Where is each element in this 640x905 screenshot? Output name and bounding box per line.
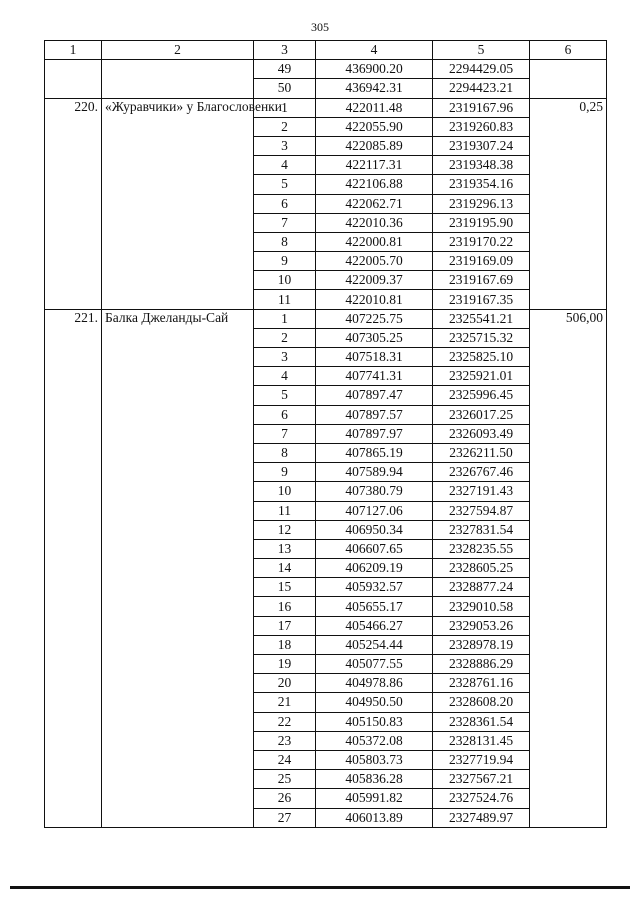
object-number: 221. (45, 309, 102, 827)
coordinates-table (44, 40, 607, 828)
coord-x: 407865.19 (316, 443, 433, 462)
object-area: 506,00 (530, 309, 607, 827)
point-number: 23 (254, 731, 316, 750)
coord-y: 2327489.97 (433, 808, 530, 827)
object-name: Балка Джеланды-Сай (102, 309, 254, 827)
table-row (45, 60, 607, 79)
coord-x: 407897.47 (316, 386, 433, 405)
coord-x: 406607.65 (316, 539, 433, 558)
point-number: 2 (254, 328, 316, 347)
coord-x: 405803.73 (316, 750, 433, 769)
point-number: 17 (254, 616, 316, 635)
coord-y: 2319195.90 (433, 213, 530, 232)
point-number: 24 (254, 750, 316, 769)
point-number: 50 (254, 79, 316, 98)
coord-x: 436900.20 (316, 60, 433, 79)
coord-x: 407589.94 (316, 463, 433, 482)
point-number: 8 (254, 443, 316, 462)
coord-y: 2325715.32 (433, 328, 530, 347)
coord-y: 2319260.83 (433, 117, 530, 136)
coord-x: 406950.34 (316, 520, 433, 539)
coord-y: 2325541.21 (433, 309, 530, 328)
object-name (102, 60, 254, 98)
point-number: 6 (254, 194, 316, 213)
coord-y: 2326767.46 (433, 463, 530, 482)
coord-y: 2328608.20 (433, 693, 530, 712)
point-number: 1 (254, 309, 316, 328)
coord-y: 2328886.29 (433, 655, 530, 674)
point-number: 25 (254, 770, 316, 789)
coord-y: 2327831.54 (433, 520, 530, 539)
point-number: 4 (254, 156, 316, 175)
coord-y: 2327524.76 (433, 789, 530, 808)
coord-y: 2325996.45 (433, 386, 530, 405)
coord-x: 404978.86 (316, 674, 433, 693)
object-area (530, 60, 607, 98)
coord-y: 2319167.96 (433, 98, 530, 117)
coord-x: 406013.89 (316, 808, 433, 827)
object-name: «Журавчики» у Благословенки (102, 98, 254, 309)
coord-y: 2328361.54 (433, 712, 530, 731)
coord-x: 422106.88 (316, 175, 433, 194)
point-number: 8 (254, 232, 316, 251)
point-number: 4 (254, 367, 316, 386)
coord-x: 405372.08 (316, 731, 433, 750)
coord-x: 422005.70 (316, 252, 433, 271)
point-number: 10 (254, 271, 316, 290)
coord-x: 407897.57 (316, 405, 433, 424)
coord-y: 2319354.16 (433, 175, 530, 194)
coord-y: 2328235.55 (433, 539, 530, 558)
object-area: 0,25 (530, 98, 607, 309)
coord-y: 2328978.19 (433, 635, 530, 654)
coord-y: 2326017.25 (433, 405, 530, 424)
coord-x: 422062.71 (316, 194, 433, 213)
coord-x: 407225.75 (316, 309, 433, 328)
column-header: 5 (433, 41, 530, 60)
point-number: 3 (254, 348, 316, 367)
coord-x: 407897.97 (316, 424, 433, 443)
bottom-rule (10, 886, 630, 889)
point-number: 20 (254, 674, 316, 693)
point-number: 15 (254, 578, 316, 597)
coord-x: 422085.89 (316, 136, 433, 155)
coord-y: 2327594.87 (433, 501, 530, 520)
coord-x: 405150.83 (316, 712, 433, 731)
coord-x: 422009.37 (316, 271, 433, 290)
point-number: 16 (254, 597, 316, 616)
coord-x: 407518.31 (316, 348, 433, 367)
coord-x: 422117.31 (316, 156, 433, 175)
coord-y: 2319170.22 (433, 232, 530, 251)
table-row (45, 309, 607, 328)
point-number: 3 (254, 136, 316, 155)
column-header: 3 (254, 41, 316, 60)
point-number: 7 (254, 213, 316, 232)
point-number: 18 (254, 635, 316, 654)
coord-y: 2329010.58 (433, 597, 530, 616)
coord-x: 405932.57 (316, 578, 433, 597)
coord-y: 2326093.49 (433, 424, 530, 443)
coord-x: 436942.31 (316, 79, 433, 98)
coord-x: 422055.90 (316, 117, 433, 136)
coord-x: 407127.06 (316, 501, 433, 520)
table-row (45, 98, 607, 117)
coord-y: 2325921.01 (433, 367, 530, 386)
coord-y: 2319348.38 (433, 156, 530, 175)
point-number: 14 (254, 559, 316, 578)
point-number: 26 (254, 789, 316, 808)
point-number: 2 (254, 117, 316, 136)
point-number: 12 (254, 520, 316, 539)
point-number: 5 (254, 175, 316, 194)
point-number: 6 (254, 405, 316, 424)
coord-y: 2319296.13 (433, 194, 530, 213)
point-number: 27 (254, 808, 316, 827)
coord-x: 405991.82 (316, 789, 433, 808)
point-number: 11 (254, 290, 316, 309)
coord-x: 422011.48 (316, 98, 433, 117)
column-header: 6 (530, 41, 607, 60)
point-number: 49 (254, 60, 316, 79)
coord-x: 405466.27 (316, 616, 433, 635)
point-number: 7 (254, 424, 316, 443)
column-header: 2 (102, 41, 254, 60)
coord-x: 405077.55 (316, 655, 433, 674)
point-number: 1 (254, 98, 316, 117)
coord-y: 2319169.09 (433, 252, 530, 271)
object-number (45, 60, 102, 98)
coord-y: 2328761.16 (433, 674, 530, 693)
point-number: 21 (254, 693, 316, 712)
column-header: 1 (45, 41, 102, 60)
coord-x: 405836.28 (316, 770, 433, 789)
point-number: 13 (254, 539, 316, 558)
coord-y: 2325825.10 (433, 348, 530, 367)
coord-y: 2326211.50 (433, 443, 530, 462)
point-number: 11 (254, 501, 316, 520)
coord-x: 407380.79 (316, 482, 433, 501)
coord-x: 404950.50 (316, 693, 433, 712)
object-number: 220. (45, 98, 102, 309)
coord-x: 407741.31 (316, 367, 433, 386)
column-header: 4 (316, 41, 433, 60)
coord-y: 2329053.26 (433, 616, 530, 635)
table-body (45, 60, 607, 828)
coord-y: 2327567.21 (433, 770, 530, 789)
coord-x: 405655.17 (316, 597, 433, 616)
page-number: 305 (311, 20, 329, 34)
coord-y: 2319167.35 (433, 290, 530, 309)
coord-y: 2327719.94 (433, 750, 530, 769)
coord-y: 2327191.43 (433, 482, 530, 501)
coord-y: 2328131.45 (433, 731, 530, 750)
point-number: 9 (254, 252, 316, 271)
coord-x: 422000.81 (316, 232, 433, 251)
point-number: 22 (254, 712, 316, 731)
point-number: 9 (254, 463, 316, 482)
point-number: 5 (254, 386, 316, 405)
coord-y: 2328877.24 (433, 578, 530, 597)
coord-y: 2294429.05 (433, 60, 530, 79)
coord-y: 2319167.69 (433, 271, 530, 290)
coord-x: 406209.19 (316, 559, 433, 578)
point-number: 10 (254, 482, 316, 501)
point-number: 19 (254, 655, 316, 674)
coord-y: 2319307.24 (433, 136, 530, 155)
coord-x: 407305.25 (316, 328, 433, 347)
coord-y: 2294423.21 (433, 79, 530, 98)
coord-y: 2328605.25 (433, 559, 530, 578)
coord-x: 422010.81 (316, 290, 433, 309)
header-row (45, 41, 607, 60)
coord-x: 422010.36 (316, 213, 433, 232)
coord-x: 405254.44 (316, 635, 433, 654)
